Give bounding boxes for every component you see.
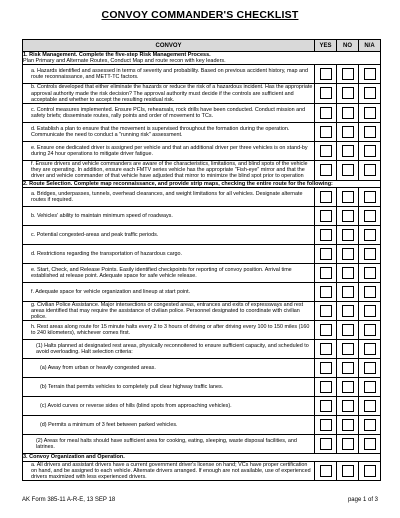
- no-checkbox[interactable]: [342, 229, 354, 241]
- no-checkbox[interactable]: [342, 400, 354, 412]
- na-checkbox[interactable]: [364, 465, 376, 477]
- no-checkbox[interactable]: [342, 465, 354, 477]
- no-cell: [337, 123, 359, 142]
- checklist-item-text: g. Civilian Police Assistance. Major intersections or congested areas, entrances and exits of expressways and rest areas identified that may require the assistance of civilian police. Personnel designated to coordinate with civilian police.: [23, 301, 315, 321]
- checklist-item-row: [23, 206, 381, 225]
- checklist-item-row: [23, 244, 381, 263]
- na-cell: [359, 123, 381, 142]
- yes-cell: [315, 435, 337, 454]
- na-checkbox[interactable]: [364, 324, 376, 336]
- checklist-item-text: (d) Permits a minimum of 3 feet between parked vehicles.: [23, 416, 315, 435]
- checklist-item-row: [23, 461, 381, 481]
- checklist-item-text: h. Rest areas along route for 15 minute halts every 2 to 3 hours of driving or after driving every 100 to 150 miles (160 to 240 kilometers), whichever comes first.: [23, 321, 315, 340]
- no-checkbox[interactable]: [342, 362, 354, 374]
- section-heading: [23, 52, 381, 65]
- na-checkbox[interactable]: [364, 191, 376, 203]
- no-checkbox[interactable]: [342, 305, 354, 317]
- yes-cell: [315, 359, 337, 378]
- checklist-item-text: (c) Avoid curves or reverse sides of hills (blind spots from approaching vehicles).: [23, 397, 315, 416]
- checklist-item-text: d. Establish a plan to ensure that the movement is supervised throughout the formation during the operation. Communicate the need to conduct a "running risk" assessment.: [23, 123, 315, 142]
- checklist-item-row: [23, 84, 381, 104]
- yes-cell: [315, 263, 337, 282]
- checklist-item-row: [23, 65, 381, 84]
- yes-checkbox[interactable]: [320, 248, 332, 260]
- yes-checkbox[interactable]: [320, 87, 332, 99]
- na-cell: [359, 461, 381, 481]
- checklist-item-row: [23, 142, 381, 161]
- no-cell: [337, 461, 359, 481]
- na-checkbox[interactable]: [364, 68, 376, 80]
- section-title: 3. Convoy Organization and Operation.: [23, 454, 125, 461]
- section-row: [23, 180, 381, 187]
- na-cell: [359, 416, 381, 435]
- yes-checkbox[interactable]: [320, 164, 332, 176]
- no-checkbox[interactable]: [342, 87, 354, 99]
- yes-cell: [315, 84, 337, 104]
- na-cell: [359, 263, 381, 282]
- na-cell: [359, 359, 381, 378]
- na-cell: [359, 142, 381, 161]
- yes-checkbox[interactable]: [320, 68, 332, 80]
- no-cell: [337, 104, 359, 123]
- section-subtext: Plan Primary and Alternate Routes, Conduct Map and route recon with key leaders.: [23, 58, 226, 65]
- checklist-item-row: [23, 123, 381, 142]
- yes-checkbox[interactable]: [320, 381, 332, 393]
- no-cell: [337, 65, 359, 84]
- yes-checkbox[interactable]: [320, 145, 332, 157]
- na-cell: [359, 321, 381, 340]
- no-checkbox[interactable]: [342, 286, 354, 298]
- na-checkbox[interactable]: [364, 107, 376, 119]
- na-cell: [359, 378, 381, 397]
- na-cell: [359, 187, 381, 206]
- checklist-item-row: [23, 378, 381, 397]
- yes-checkbox[interactable]: [320, 324, 332, 336]
- yes-checkbox[interactable]: [320, 267, 332, 279]
- na-cell: [359, 161, 381, 181]
- no-cell: [337, 378, 359, 397]
- checklist-item-text: f. Ensure drivers and vehicle commanders are aware of the characteristics, limitations, and blind spots of the vehicle they are operating. In addition, ensure each FMTV series vehicle has the appropriate "Fish-eye" mirror and that the driver and vehicle commander of that vehicle have adjusted that mirror to minimize the blind spot prior to operation: [23, 161, 315, 181]
- no-checkbox[interactable]: [342, 419, 354, 431]
- yes-checkbox[interactable]: [320, 210, 332, 222]
- yes-checkbox[interactable]: [320, 438, 332, 450]
- no-checkbox[interactable]: [342, 68, 354, 80]
- yes-checkbox[interactable]: [320, 107, 332, 119]
- no-cell: [337, 416, 359, 435]
- no-cell: [337, 321, 359, 340]
- no-checkbox[interactable]: [342, 210, 354, 222]
- no-checkbox[interactable]: [342, 324, 354, 336]
- yes-cell: [315, 206, 337, 225]
- yes-cell: [315, 142, 337, 161]
- yes-cell: [315, 321, 337, 340]
- yes-checkbox[interactable]: [320, 465, 332, 477]
- na-checkbox[interactable]: [364, 210, 376, 222]
- na-cell: [359, 206, 381, 225]
- na-cell: [359, 104, 381, 123]
- no-checkbox[interactable]: [342, 145, 354, 157]
- yes-checkbox[interactable]: [320, 343, 332, 355]
- na-cell: [359, 301, 381, 321]
- na-checkbox[interactable]: [364, 286, 376, 298]
- checklist-item-text: e. Start, Check, and Release Points. Easily identified checkpoints for reporting of convoy position. Arrival time established at release point. Adequate space for safe vehicle release.: [23, 263, 315, 282]
- checklist-item-text: (a) Away from urban or heavily congested areas.: [23, 359, 315, 378]
- header-convoy: CONVOY: [23, 40, 315, 52]
- yes-cell: [315, 65, 337, 84]
- na-cell: [359, 282, 381, 301]
- checklist-item-row: [23, 359, 381, 378]
- yes-cell: [315, 416, 337, 435]
- na-cell: [359, 340, 381, 359]
- no-cell: [337, 206, 359, 225]
- no-cell: [337, 142, 359, 161]
- checklist-item-text: b. Vehicles' ability to maintain minimum speed of roadways.: [23, 206, 315, 225]
- yes-cell: [315, 161, 337, 181]
- section-title: 1. Risk Management. Complete the five-step Risk Management Process.: [23, 52, 211, 58]
- no-checkbox[interactable]: [342, 248, 354, 260]
- no-cell: [337, 263, 359, 282]
- na-checkbox[interactable]: [364, 248, 376, 260]
- na-cell: [359, 397, 381, 416]
- yes-cell: [315, 123, 337, 142]
- na-cell: [359, 84, 381, 104]
- yes-checkbox[interactable]: [320, 191, 332, 203]
- checklist-item-row: [23, 416, 381, 435]
- no-cell: [337, 225, 359, 244]
- na-cell: [359, 244, 381, 263]
- na-checkbox[interactable]: [364, 419, 376, 431]
- checklist-item-row: [23, 435, 381, 454]
- na-cell: [359, 435, 381, 454]
- no-cell: [337, 84, 359, 104]
- section-heading: [23, 454, 381, 461]
- header-no: NO: [337, 40, 359, 52]
- yes-checkbox[interactable]: [320, 305, 332, 317]
- checklist-table: [22, 39, 381, 481]
- checklist-item-text: (2) Areas for meal halts should have sufficient area for cooking, eating, sleeping, waste disposal facilities, and latrines.: [23, 435, 315, 454]
- yes-checkbox[interactable]: [320, 419, 332, 431]
- checklist-item-text: c. Control measures implemented. Ensure PCIs, rehearsals, rock drills have been conducted. Conduct mission and safety briefs; disseminate routes, rally points and order of movement to TCs.: [23, 104, 315, 123]
- header-yes: YES: [315, 40, 337, 52]
- header-na: N/A: [359, 40, 381, 52]
- no-cell: [337, 301, 359, 321]
- yes-checkbox[interactable]: [320, 362, 332, 374]
- no-checkbox[interactable]: [342, 343, 354, 355]
- yes-cell: [315, 397, 337, 416]
- no-checkbox[interactable]: [342, 126, 354, 138]
- na-checkbox[interactable]: [364, 343, 376, 355]
- section-title: 2. Route Selection. Complete map reconnaissance, and provide strip maps, checking the entire route for the following:: [23, 180, 333, 187]
- no-checkbox[interactable]: [342, 267, 354, 279]
- na-cell: [359, 65, 381, 84]
- yes-cell: [315, 187, 337, 206]
- checklist-item-text: a. Bridges, underpasses, tunnels, overhead clearances, and weight limitations for all vehicles. Designate alternate routes if required.: [23, 187, 315, 206]
- no-checkbox[interactable]: [342, 438, 354, 450]
- checklist-item-text: a. Hazards identified and assessed in terms of severity and probability. Based on previous accident history, map and route reconnaissance, and METT-TC factors.: [23, 65, 315, 84]
- na-checkbox[interactable]: [364, 381, 376, 393]
- checklist-item-row: [23, 321, 381, 340]
- na-checkbox[interactable]: [364, 87, 376, 99]
- yes-checkbox[interactable]: [320, 229, 332, 241]
- checklist-item-text: f. Adequate space for vehicle organization and lineup at start point.: [23, 282, 315, 301]
- checklist-item-row: [23, 397, 381, 416]
- na-checkbox[interactable]: [364, 126, 376, 138]
- no-cell: [337, 244, 359, 263]
- checklist-item-row: [23, 161, 381, 181]
- na-cell: [359, 225, 381, 244]
- yes-checkbox[interactable]: [320, 126, 332, 138]
- section-heading: [23, 180, 381, 187]
- na-checkbox[interactable]: [364, 400, 376, 412]
- checklist-item-text: e. Ensure one dedicated driver is assigned per vehicle and that an additional driver per three vehicles is on stand-by during 24 hour operations to mitigate driver fatigue.: [23, 142, 315, 161]
- no-checkbox[interactable]: [342, 381, 354, 393]
- checklist-item-text: c. Potential congested-areas and peak traffic periods.: [23, 225, 315, 244]
- page-number: page 1 of 3: [347, 497, 378, 503]
- no-cell: [337, 435, 359, 454]
- section-row: [23, 454, 381, 461]
- yes-cell: [315, 301, 337, 321]
- checklist-item-text: d. Restrictions regarding the transportation of hazardous cargo.: [23, 244, 315, 263]
- no-cell: [337, 340, 359, 359]
- checklist-item-row: [23, 282, 381, 301]
- table-header-row: [23, 40, 381, 52]
- yes-cell: [315, 461, 337, 481]
- checklist-item-text: b. Controls developed that either eliminate the hazards or reduce the risk of a hazardous incident. Has the appropriate approval authority made the risk decision? The approval authority must decide if the controls are sufficient and acceptable and whether to accept the resulting residual risk.: [23, 84, 315, 104]
- no-checkbox[interactable]: [342, 191, 354, 203]
- yes-checkbox[interactable]: [320, 400, 332, 412]
- checklist-item-text: (b) Terrain that permits vehicles to completely pull clear highway traffic lanes.: [23, 378, 315, 397]
- checklist-item-row: [23, 263, 381, 282]
- no-cell: [337, 161, 359, 181]
- no-cell: [337, 187, 359, 206]
- na-checkbox[interactable]: [364, 267, 376, 279]
- yes-cell: [315, 282, 337, 301]
- table-body: [23, 52, 381, 481]
- checklist-item-text: a. All drivers and assistant drivers have a current government driver's license on hand; VCs have proper certification on hand, and be assigned to each vehicle. Alternate drivers arranged. If enough are not available, use of experienced drivers maximized with less experienced drivers.: [23, 461, 315, 481]
- yes-cell: [315, 378, 337, 397]
- no-cell: [337, 359, 359, 378]
- yes-checkbox[interactable]: [320, 286, 332, 298]
- page-title: CONVOY COMMANDER'S CHECKLIST: [101, 9, 299, 21]
- checklist-item-row: [23, 225, 381, 244]
- yes-cell: [315, 225, 337, 244]
- checklist-item-row: [23, 340, 381, 359]
- checklist-item-row: [23, 104, 381, 123]
- na-checkbox[interactable]: [364, 164, 376, 176]
- checklist-item-row: [23, 301, 381, 321]
- na-checkbox[interactable]: [364, 305, 376, 317]
- no-checkbox[interactable]: [342, 164, 354, 176]
- yes-cell: [315, 340, 337, 359]
- form-number: AK Form 385-11 A-R-E, 13 SEP 18: [22, 497, 116, 503]
- na-checkbox[interactable]: [364, 145, 376, 157]
- no-cell: [337, 282, 359, 301]
- na-checkbox[interactable]: [364, 362, 376, 374]
- na-checkbox[interactable]: [364, 229, 376, 241]
- checklist-item-row: [23, 187, 381, 206]
- checklist-item-text: (1) Halts planned at designated rest areas, physically reconnoitered to ensure sufficient capacity, and scheduled to avoid overloading. Halt selection criteria:: [23, 340, 315, 359]
- no-checkbox[interactable]: [342, 107, 354, 119]
- na-checkbox[interactable]: [364, 438, 376, 450]
- yes-cell: [315, 104, 337, 123]
- section-row: [23, 52, 381, 65]
- no-cell: [337, 397, 359, 416]
- yes-cell: [315, 244, 337, 263]
